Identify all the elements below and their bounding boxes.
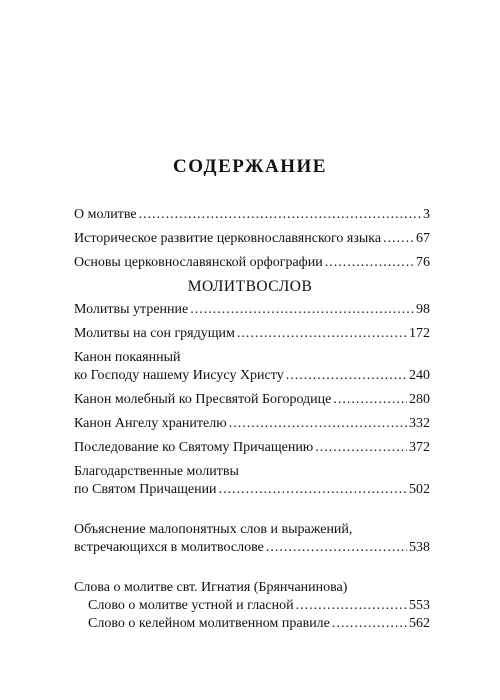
- toc-ignatius-group: [74, 579, 430, 633]
- toc-prayers-list: [74, 301, 430, 639]
- toc-entry-title: Слово о молитве устной и гласной: [88, 598, 294, 613]
- toc-entry: [74, 391, 430, 409]
- section-heading: МОЛИТВОСЛОВ: [187, 278, 313, 295]
- toc-entry-page: 562: [409, 616, 430, 631]
- dot-leader: [383, 230, 414, 248]
- toc-entry: [74, 230, 430, 248]
- toc-entry-title: О молитве: [74, 207, 137, 222]
- toc-entry: [74, 439, 430, 457]
- dot-leader: [266, 539, 407, 557]
- toc-entry-multiline: [74, 349, 430, 385]
- toc-entry-page: 332: [409, 416, 430, 431]
- toc-top-list: [74, 206, 430, 278]
- toc-entry-page: 280: [409, 392, 430, 407]
- toc-entry-page: 372: [409, 440, 430, 455]
- toc-entry: [74, 615, 430, 633]
- toc-entry-title: Молитвы утренние: [74, 302, 189, 317]
- toc-entry-page: 67: [416, 231, 430, 246]
- toc-entry-page: 76: [416, 255, 430, 270]
- toc-entry-title: Молитвы на сон грядущим: [74, 326, 235, 341]
- toc-entry-title: Основы церковнославянской орфографии: [74, 255, 323, 270]
- toc-entry-title: Последование ко Святому Причащению: [74, 440, 314, 455]
- dot-leader: [325, 254, 414, 272]
- dot-leader: [190, 301, 414, 319]
- toc-entry: [74, 325, 430, 343]
- toc-entry-title-line1: Благодарственные молитвы: [74, 464, 239, 479]
- toc-entry-page: 538: [409, 540, 430, 555]
- page-title: СОДЕРЖАНИЕ: [173, 156, 327, 177]
- toc-entry-page: 502: [409, 482, 430, 497]
- dot-leader: [237, 325, 407, 343]
- dot-leader: [315, 439, 407, 457]
- toc-entry-title: Канон молебный ко Пресвятой Богородице: [74, 392, 332, 407]
- toc-entry-title-line1: Канон покаянный: [74, 350, 181, 365]
- toc-entry-page: 3: [423, 207, 430, 222]
- toc-entry-multiline: [74, 521, 430, 557]
- toc-entry: [74, 367, 430, 385]
- toc-entry-title-line1: Объяснение малопонятных слов и выражений,: [74, 522, 353, 537]
- dot-leader: [229, 415, 407, 433]
- dot-leader: [139, 206, 421, 224]
- toc-group-heading: Слова о молитве свт. Игнатия (Брянчанинова): [74, 580, 348, 595]
- toc-entry-title: Канон Ангелу хранителю: [74, 416, 227, 431]
- dot-leader: [286, 367, 407, 385]
- dot-leader: [332, 615, 407, 633]
- toc-entry: [74, 206, 430, 224]
- toc-entry-page: 240: [409, 368, 430, 383]
- toc-entry: [74, 301, 430, 319]
- toc-entry-title: встречающихся в молитвослове: [74, 540, 264, 555]
- toc-entry-multiline: [74, 463, 430, 499]
- toc-entry-title: Слово о келейном молитвенном правиле: [88, 616, 330, 631]
- toc-entry: [74, 481, 430, 499]
- dot-leader: [333, 391, 407, 409]
- toc-entry-page: 98: [416, 302, 430, 317]
- toc-entry: [74, 254, 430, 272]
- toc-entry: [74, 539, 430, 557]
- dot-leader: [219, 481, 407, 499]
- toc-entry-page: 553: [409, 598, 430, 613]
- toc-entry-page: 172: [409, 326, 430, 341]
- dot-leader: [296, 597, 407, 615]
- toc-entry: [74, 415, 430, 433]
- toc-entry-title: Историческое развитие церковнославянского языка: [74, 231, 382, 246]
- toc-entry-title: по Святом Причащении: [74, 482, 217, 497]
- toc-entry: [74, 597, 430, 615]
- toc-entry-title: ко Господу нашему Иисусу Христу: [74, 368, 284, 383]
